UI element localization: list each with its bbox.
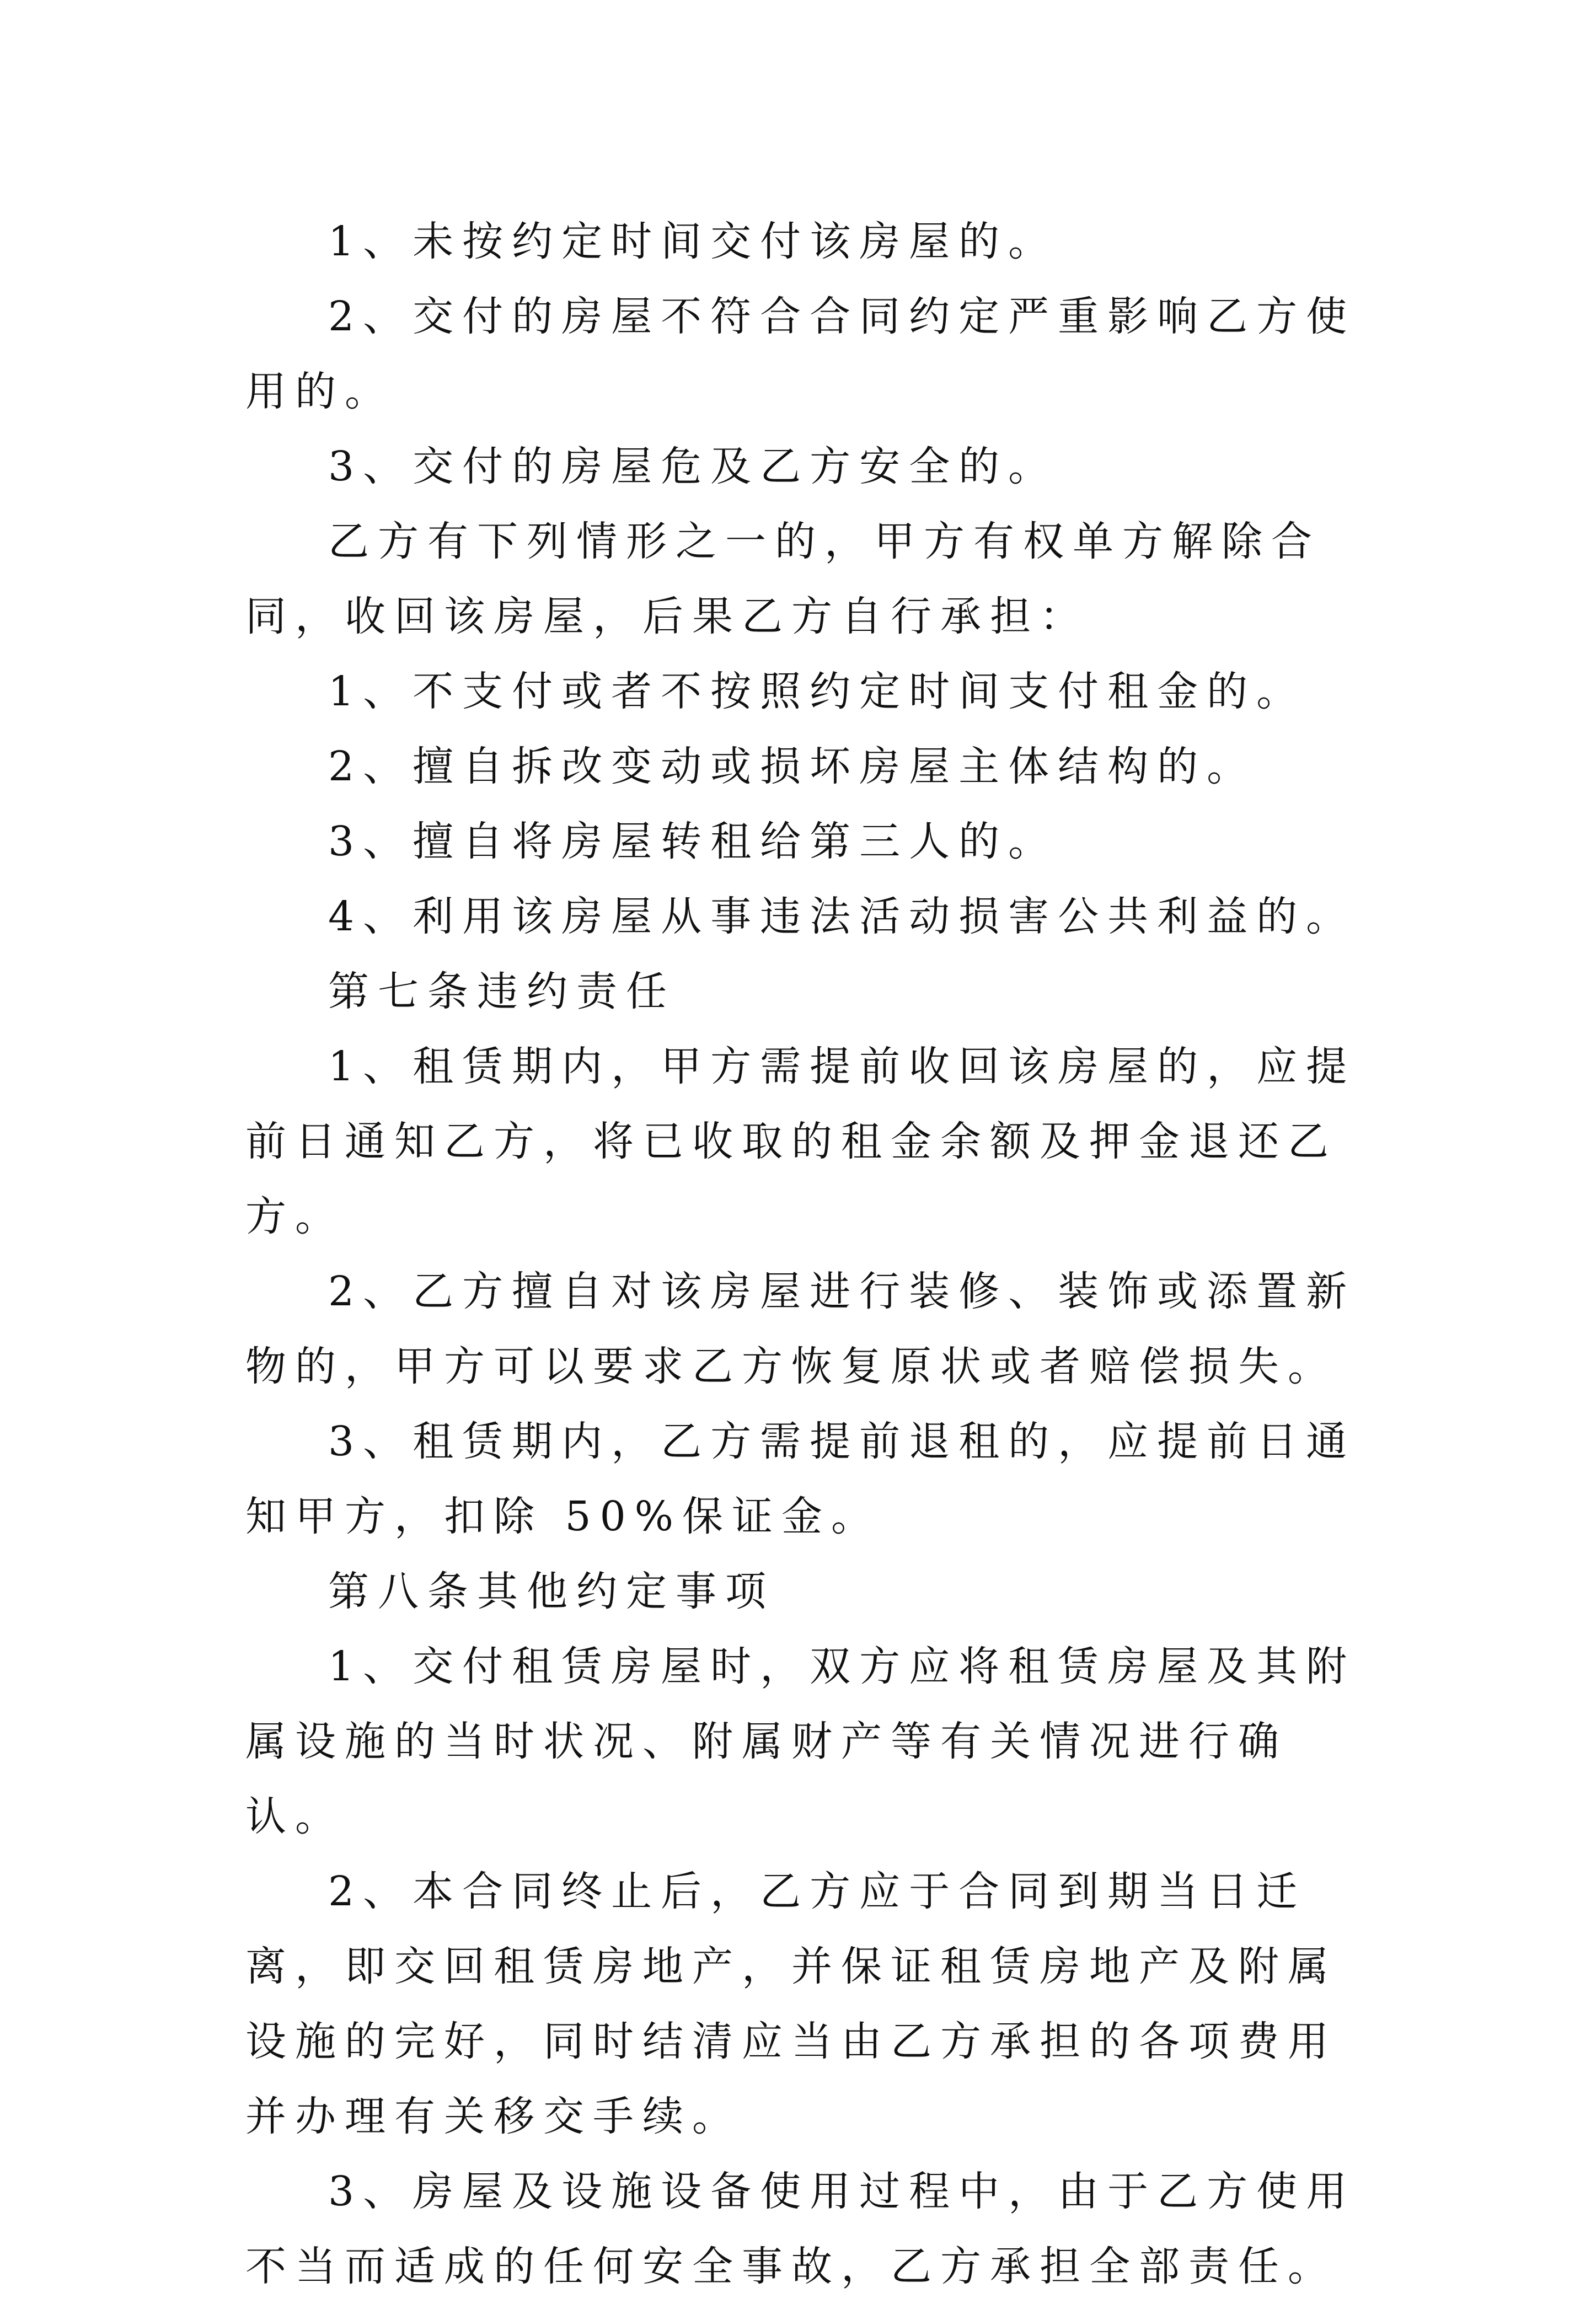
paragraph: 1、租赁期内，甲方需提前收回该房屋的，应提前日通知乙方，将已收取的租金余额及押金退还乙方。 [245, 1043, 1356, 1240]
paragraph: 2、乙方擅自对该房屋进行装修、装饰或添置新物的，甲方可以要求乙方恢复原状或者赔偿损失。 [245, 1268, 1356, 1390]
paragraph: 3、擅自将房屋转租给第三人的。 [328, 818, 1058, 865]
paragraph: 3、租赁期内，乙方需提前退租的，应提前日通知甲方，扣除 50%保证金。 [245, 1418, 1356, 1540]
paragraph: 1、交付租赁房屋时，双方应将租赁房屋及其附属设施的当时状况、附属财产等有关情况进行确认。 [245, 1643, 1356, 1840]
document-body [245, 204, 1376, 2304]
paragraph: 2、本合同终止后，乙方应于合同到期当日迁离，即交回租赁房地产，并保证租赁房地产及附属设施的完好，同时结清应当由乙方承担的各项费用并办理有关移交手续。 [245, 1868, 1337, 2140]
section-heading: 第八条其他约定事项 [328, 1568, 775, 1615]
paragraph: 3、房屋及设施设备使用过程中，由于乙方使用不当而适成的任何安全事故，乙方承担全部责任。 [245, 2168, 1356, 2290]
paragraph: 3、交付的房屋危及乙方安全的。 [328, 443, 1058, 490]
paragraph: 2、擅自拆改变动或损坏房屋主体结构的。 [328, 743, 1257, 790]
paragraph: 2、交付的房屋不符合合同约定严重影响乙方使用的。 [245, 293, 1356, 415]
paragraph: 乙方有下列情形之一的，甲方有权单方解除合同，收回该房屋，后果乙方自行承担： [245, 518, 1321, 640]
section-heading: 第七条违约责任 [328, 968, 676, 1015]
paragraph: 1、不支付或者不按照约定时间支付租金的。 [328, 668, 1306, 715]
paragraph: 4、利用该房屋从事违法活动损害公共利益的。 [328, 893, 1356, 940]
paragraph: 1、未按约定时间交付该房屋的。 [328, 218, 1058, 265]
